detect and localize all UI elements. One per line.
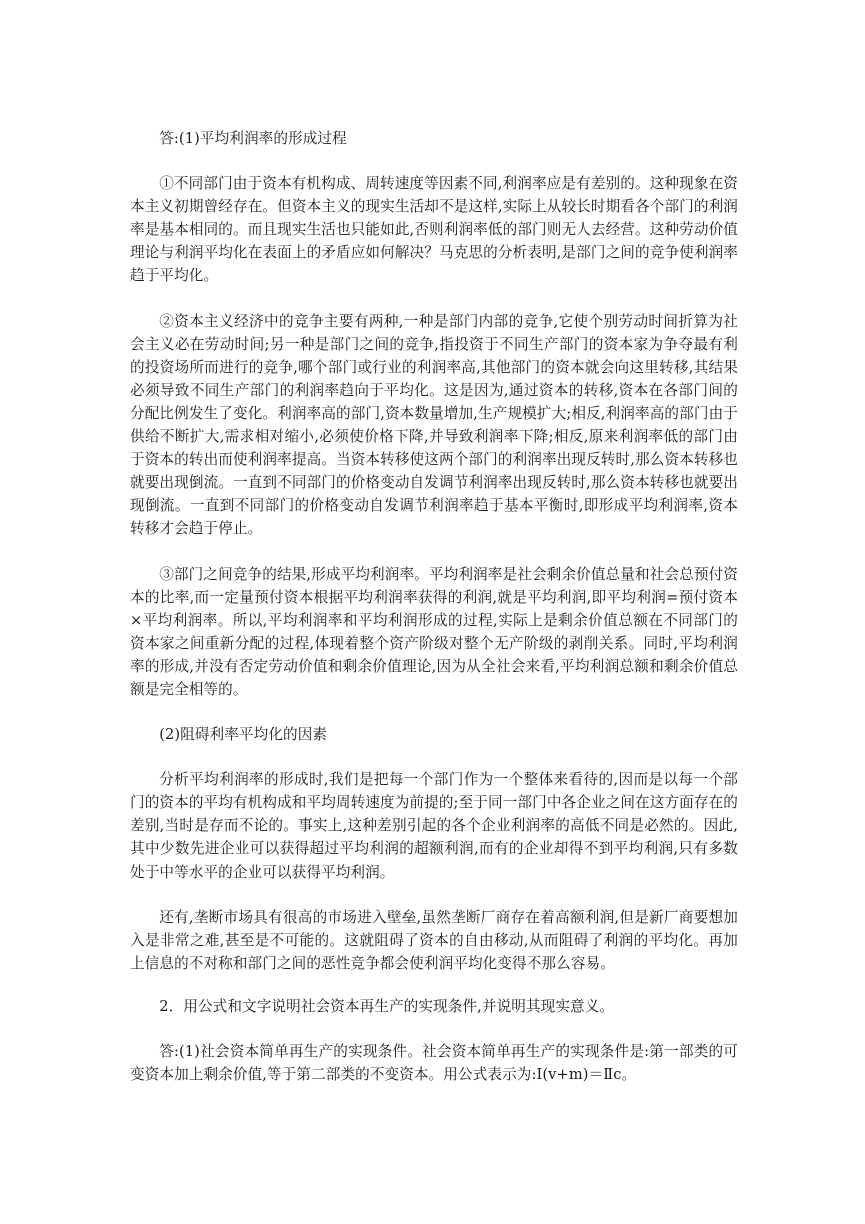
answer-question-2: 答:(1)社会资本简单再生产的实现条件。社会资本简单再生产的实现条件是:第一部类的可变资本加上剩余价值,等于第二部类的不变资本。用公式表示为:Ⅰ(v+m)＝Ⅱc。	[130, 1043, 738, 1084]
paragraph-point-1: ①不同部门由于资本有机构成、周转速度等因素不同,利润率应是有差别的。这种现象在资本主义初期曾经存在。但资本主义的现实生活却不是这样,实际上从较长时期看各个部门的利润率是基本相同的。而且现实生活也只能如此,否则利润率低的部门则无人去经营。这种劳动价值理论与利润平均化在表面上的矛盾应如何解决？马克思的分析表明,是部门之间的竞争使利润率趋于平均化。	[130, 175, 738, 285]
section-heading-2: (2)阻碍利率平均化的因素	[159, 726, 328, 744]
document-body	[130, 127, 738, 1086]
paragraph-point-3: ③部门之间竞争的结果,形成平均利润率。平均利润率是社会剩余价值总量和社会总预付资本的比率,而一定量预付资本根据平均利润率获得的利润,就是平均利润,即平均利润=预付资本×平均利润率。所以,平均利润率和平均利润形成的过程,实际上是剩余价值总额在不同部门的资本家之间重新分配的过程,体现着整个资产阶级对整个无产阶级的剥削关系。同时,平均利润率的形成,并没有否定劳动价值和剩余价值理论,因为从全社会来看,平均利润总额和剩余价值总额是完全相等的。	[130, 565, 738, 698]
paragraph-point-2: ②资本主义经济中的竞争主要有两种,一种是部门内部的竞争,它使个别劳动时间折算为社会主义必在劳动时间;另一种是部门之间的竞争,指投资于不同生产部门的资本家为争夺最有利的投资场所而进行的竞争,哪个部门或行业的利润率高,其他部门的资本就会向这里转移,其结果必须导致不同生产部门的利润率趋向于平均化。这是因为,通过资本的转移,资本在各部门间的分配比例发生了变化。利润率高的部门,资本数量增加,生产规模扩大;相反,利润率高的部门由于供给不断扩大,需求相对缩小,必须使价格下降,并导致利润率下降;相反,原来利润率低的部门由于资本的转出而使利润率提高。当资本转移使这两个部门的利润率出现反转时,那么资本转移也就要出现倒流。一直到不同部门的价格变动自发调节利润率出现反转时,那么资本转移也就要出现倒流。一直到不同部门的价格变动自发调节利润率趋于基本平衡时,即形成平均利润率,资本转移才会趋于停止。	[130, 312, 738, 538]
answer-heading-1: 答:(1)平均利润率的形成过程	[159, 130, 347, 147]
paragraph-monopoly: 还有,垄断市场具有很高的市场进入壁垒,虽然垄断厂商存在着高额利润,但是新厂商要想加入是非常之难,甚至是不可能的。这就阻碍了资本的自由移动,从而阻碍了利润的平均化。再加上信息的不对称和部门之间的恶性竞争都会使利润平均化变得不那么容易。	[130, 908, 738, 972]
paragraph-analysis: 分析平均利润率的形成时,我们是把每一个部门作为一个整体来看待的,因而是以每一个部门的资本的平均有机构成和平均周转速度为前提的;至于同一部门中各企业之间在这方面存在的差别,当时是存而不论的。事实上,这种差别引起的各个企业利润率的高低不同是必然的。因此,其中少数先进企业可以获得超过平均利润的超额利润,而有的企业却得不到平均利润,只有多数处于中等水平的企业可以获得平均利润。	[130, 771, 738, 881]
question-2: 2．用公式和文字说明社会资本再生产的实现条件,并说明其现实意义。	[159, 997, 615, 1015]
